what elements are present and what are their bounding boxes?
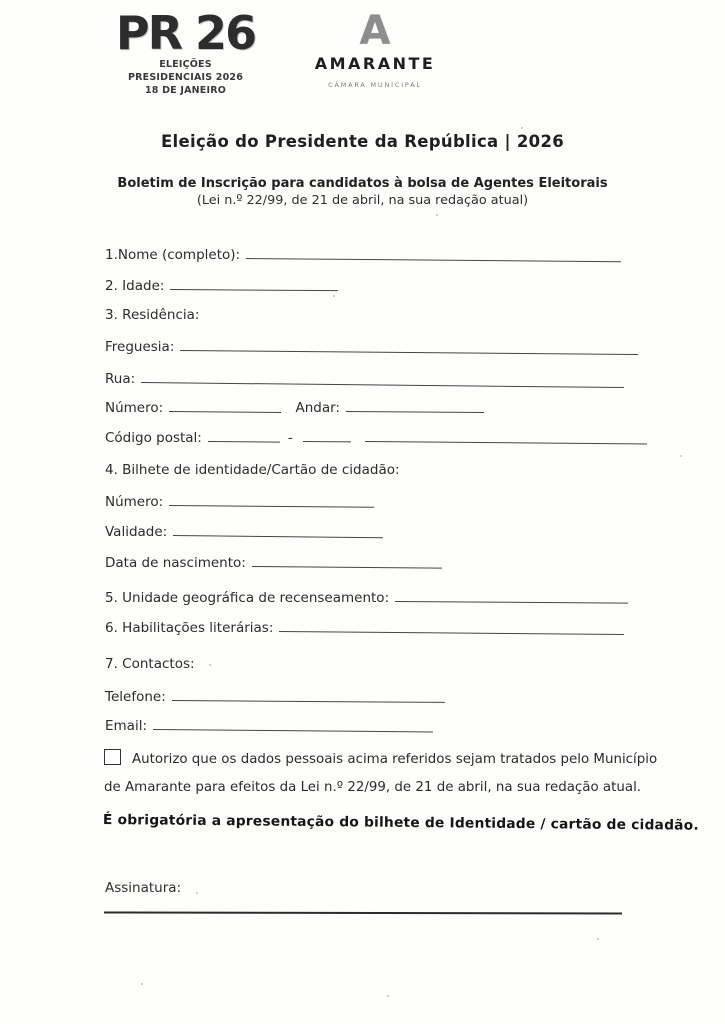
field-row-id-validity — [105, 522, 383, 540]
section-contacts — [105, 656, 195, 672]
section-id-document — [105, 462, 400, 478]
residence-label: 3. Residência: — [105, 307, 200, 323]
census-unit-field-line[interactable] — [395, 588, 628, 604]
scan-noise-dot — [141, 983, 143, 985]
field-row-census-unit — [105, 588, 628, 606]
section-residence — [105, 307, 199, 323]
consent-text-line2: de Amarante para efeitos da Lei n.º 22/99, de 21 de abril, na sua redação atual. — [104, 780, 642, 795]
law-reference: (Lei n.º 22/99, de 21 de abril, na sua redação atual) — [196, 193, 529, 208]
pr26-subtitle-line2: PRESIDENCIAIS 2026 — [127, 72, 244, 83]
field-row-name — [105, 245, 621, 263]
birth-date-label: Data de nascimento: — [105, 555, 246, 571]
name-field-line[interactable] — [246, 245, 621, 262]
field-row-number-floor — [105, 398, 484, 416]
street-label: Rua: — [105, 371, 136, 387]
qualifications-field-line[interactable] — [279, 618, 624, 635]
floor-label: Andar: — [295, 400, 340, 416]
parish-label: Freguesia: — [105, 339, 175, 355]
scan-noise-dot — [436, 214, 438, 216]
signature-line[interactable] — [104, 911, 622, 914]
consent-checkbox[interactable] — [104, 749, 121, 765]
field-row-parish — [105, 337, 638, 355]
pr26-subtitle-line1: ELEIÇÕES — [159, 59, 212, 70]
street-field-line[interactable] — [141, 369, 624, 388]
postal-code-field-line-2[interactable] — [303, 428, 351, 442]
name-label: 1.Nome (completo): — [105, 247, 241, 263]
qualifications-label: 6. Habilitações literárias: — [105, 620, 274, 636]
email-label: Email: — [105, 718, 148, 734]
census-unit-label: 5. Unidade geográfica de recenseamento: — [105, 590, 390, 606]
field-row-age — [105, 276, 338, 294]
scan-noise-dot — [597, 938, 599, 940]
phone-label: Telefone: — [105, 689, 166, 705]
number-label: Número: — [105, 400, 164, 416]
email-field-line[interactable] — [153, 716, 433, 732]
field-row-postal-code — [105, 428, 647, 446]
amarante-logo — [300, 10, 450, 89]
postal-code-label: Código postal: — [105, 430, 202, 446]
id-validity-field-line[interactable] — [173, 522, 383, 538]
pr26-subtitle-line3: 18 DE JANEIRO — [144, 85, 227, 96]
postal-code-locality-line[interactable] — [365, 428, 647, 444]
mandatory-note: É obrigatória a apresentação do bilhete de Identidade / cartão de cidadão. — [102, 812, 699, 834]
id-validity-label: Validade: — [105, 524, 168, 540]
signature-label: Assinatura: — [105, 880, 182, 896]
page-subtitle: Boletim de Inscrição para candidatos à bolsa de Agentes Eleitorais — [117, 176, 608, 191]
number-field-line[interactable] — [169, 398, 281, 413]
id-number-label: Número: — [105, 494, 164, 510]
postal-code-separator: - — [287, 430, 293, 446]
birth-date-field-line[interactable] — [252, 553, 442, 569]
field-row-id-number — [105, 492, 374, 510]
age-field-line[interactable] — [170, 276, 338, 291]
field-row-email — [105, 716, 433, 734]
id-section-label: 4. Bilhete de identidade/Cartão de cidadão: — [105, 462, 400, 478]
pr26-logo-text: PR 26 — [115, 6, 256, 60]
id-number-field-line[interactable] — [169, 492, 374, 508]
postal-code-field-line-1[interactable] — [208, 428, 280, 443]
field-row-birth-date — [105, 553, 442, 571]
scan-noise-dot — [387, 995, 389, 997]
scan-noise-dot — [680, 455, 682, 457]
contacts-label: 7. Contactos: — [105, 656, 195, 672]
consent-paragraph — [104, 746, 664, 802]
floor-field-line[interactable] — [346, 398, 484, 413]
amarante-name: AMARANTE — [314, 54, 436, 73]
field-row-phone — [105, 687, 445, 705]
age-label: 2. Idade: — [105, 278, 165, 294]
amarante-a-icon: A — [359, 8, 391, 54]
scan-noise-dot — [209, 664, 211, 666]
phone-field-line[interactable] — [172, 687, 445, 703]
amarante-camara-label: CÂMARA MUNICIPAL — [328, 81, 422, 89]
pr26-logo — [98, 8, 273, 97]
scan-noise-dot — [521, 127, 523, 129]
consent-text-line1: Autorizo que os dados pessoais acima referidos sejam tratados pelo Município — [132, 752, 658, 767]
scan-noise-dot — [333, 295, 335, 297]
parish-field-line[interactable] — [180, 337, 638, 355]
field-row-qualifications — [105, 618, 624, 636]
scan-noise-dot — [196, 892, 198, 894]
field-row-street — [105, 369, 624, 387]
page-title: Eleição do Presidente da República | 2026 — [160, 132, 565, 151]
